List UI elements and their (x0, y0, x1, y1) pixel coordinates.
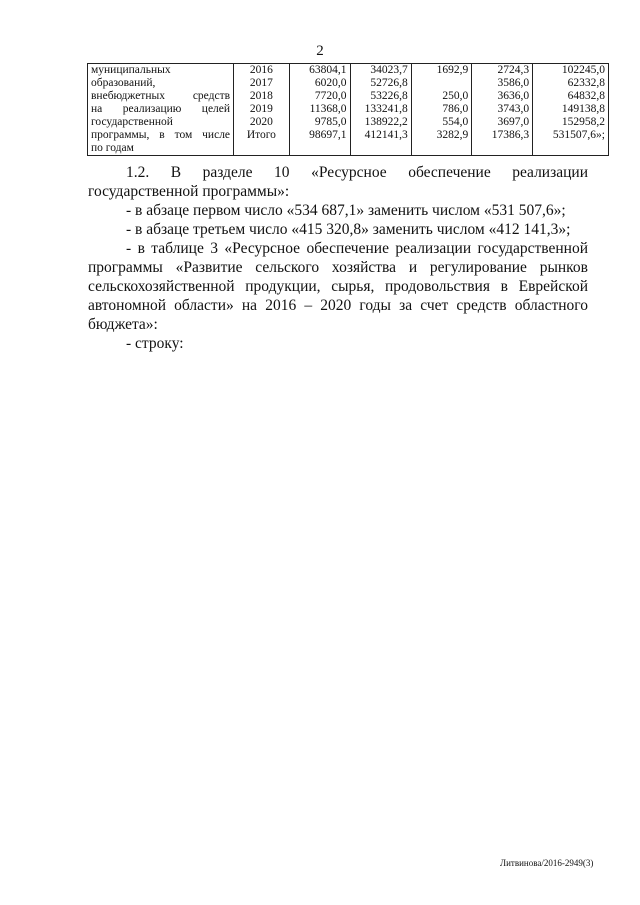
value-cell (411, 77, 471, 90)
value-cell: 3743,0 (472, 103, 533, 116)
total-cell: 102245,0 (533, 64, 609, 78)
value-cell: 52726,8 (350, 77, 411, 90)
document-footer: Литвинова/2016-2949(3) (500, 858, 594, 868)
value-cell: 9785,0 (289, 116, 350, 129)
row-label-line: на реализацию целей (88, 103, 234, 116)
value-cell: 554,0 (411, 116, 471, 129)
year-cell: 2017 (234, 77, 290, 90)
table-row (88, 142, 609, 156)
value-cell: 412141,3 (350, 129, 411, 142)
row-label-line: образований, (88, 77, 234, 90)
table-row (88, 77, 609, 90)
value-cell (411, 142, 471, 156)
row-label-line: внебюджетных средств (88, 90, 234, 103)
value-cell: 250,0 (411, 90, 471, 103)
row-label-line: по годам (88, 142, 234, 156)
value-cell: 63804,1 (289, 64, 350, 78)
value-cell: 6020,0 (289, 77, 350, 90)
row-label-line: программы, в том числе (88, 129, 234, 142)
row-label-line: муниципальных (88, 64, 234, 78)
table-row (88, 64, 609, 78)
total-cell: 531507,6»; (533, 129, 609, 142)
value-cell: 98697,1 (289, 129, 350, 142)
body-text (88, 163, 588, 353)
value-cell: 133241,8 (350, 103, 411, 116)
year-cell: 2018 (234, 90, 290, 103)
value-cell: 3586,0 (472, 77, 533, 90)
table-row (88, 90, 609, 103)
value-cell: 34023,7 (350, 64, 411, 78)
value-cell: 3697,0 (472, 116, 533, 129)
total-cell: 152958,2 (533, 116, 609, 129)
value-cell: 3282,9 (411, 129, 471, 142)
value-cell (472, 142, 533, 156)
year-cell: 2019 (234, 103, 290, 116)
total-cell: 62332,8 (533, 77, 609, 90)
value-cell: 53226,8 (350, 90, 411, 103)
year-cell (234, 142, 290, 156)
year-cell: 2020 (234, 116, 290, 129)
table-row (88, 103, 609, 116)
table-row (88, 129, 609, 142)
page-number: 2 (316, 43, 324, 59)
value-cell: 2724,3 (472, 64, 533, 78)
row-label-line: государственной (88, 116, 234, 129)
year-cell: 2016 (234, 64, 290, 78)
total-cell: 149138,8 (533, 103, 609, 116)
paragraph-section-10: 1.2. В разделе 10 «Ресурсное обеспечение реализации государственной программы»: (88, 164, 588, 200)
value-cell: 1692,9 (411, 64, 471, 78)
value-cell (289, 142, 350, 156)
paragraph-row: - строку: (126, 335, 184, 352)
value-cell: 3636,0 (472, 90, 533, 103)
total-cell: 64832,8 (533, 90, 609, 103)
value-cell: 7720,0 (289, 90, 350, 103)
value-cell: 17386,3 (472, 129, 533, 142)
value-cell: 786,0 (411, 103, 471, 116)
paragraph-third-abzac: - в абзаце третьем число «415 320,8» заменить числом «412 141,3»; (126, 221, 571, 238)
resource-table (87, 63, 609, 156)
total-cell (533, 142, 609, 156)
paragraph-first-abzac: - в абзаце первом число «534 687,1» заменить числом «531 507,6»; (126, 202, 566, 219)
value-cell (350, 142, 411, 156)
value-cell: 11368,0 (289, 103, 350, 116)
value-cell: 138922,2 (350, 116, 411, 129)
table-row (88, 116, 609, 129)
year-cell: Итого (234, 129, 290, 142)
paragraph-table-3: - в таблице 3 «Ресурсное обеспечение реализации государственной программы «Развитие сельского хозяйства и регулирование рынков сельскохозяйственной продукции, сырья, продовольствия в Еврейской автономной области» на 2016 – 2020 годы за счет средств областного бюджета»: (88, 240, 588, 333)
